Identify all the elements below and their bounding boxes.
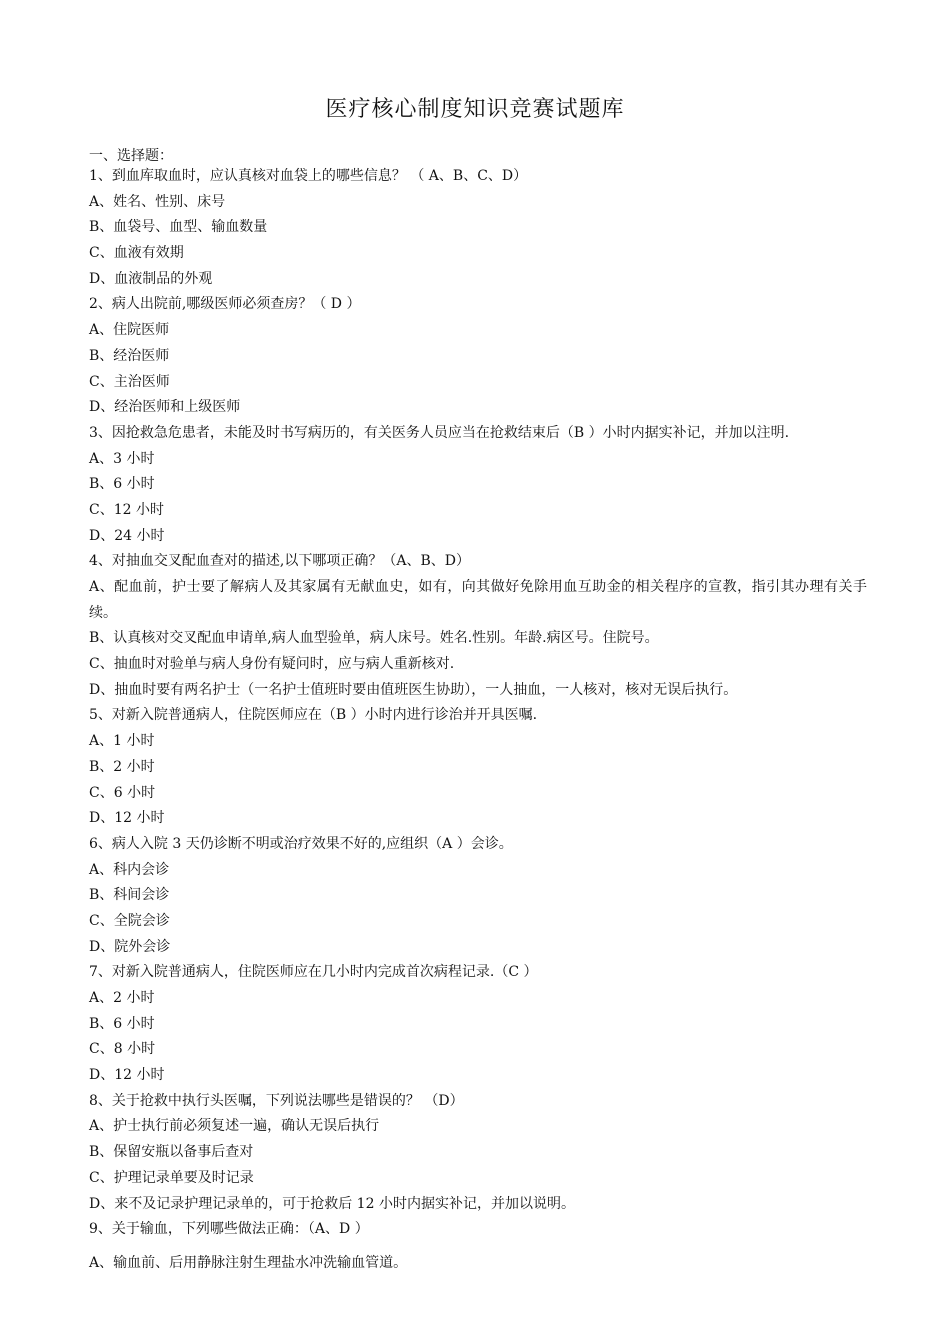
option-line: A、姓名、性别、床号 (89, 193, 226, 210)
question-1: 1、到血库取血时，应认真核对血袋上的哪些信息？ （ A、B、C、D） (89, 168, 528, 184)
option-line: A、护士执行前必须复述一遍，确认无误后执行 (89, 1118, 380, 1135)
section-heading: 一、选择题： (89, 148, 173, 164)
option-line: D、经治医师和上级医师 (89, 399, 241, 416)
option-line: D、来不及记录护理记录单的，可于抢救后 12 小时内据实补记，并加以说明。 (89, 1195, 575, 1212)
option-line: B、科间会诊 (89, 887, 170, 904)
option-line: B、血袋号、血型、输血数量 (89, 219, 268, 236)
option-line: B、6 小时 (89, 1015, 155, 1032)
option-line: B、6 小时 (89, 476, 155, 493)
question-4: 4、对抽血交叉配血查对的描述,以下哪项正确？（A、B、D） (89, 553, 470, 570)
question-5: 5、对新入院普通病人，住院医师应在（B ）小时内进行诊治并开具医嘱. (89, 707, 538, 724)
question-list (89, 164, 867, 1277)
question-8: 8、关于抢救中执行头医嘱，下列说法哪些是错误的？ （D） (89, 1092, 464, 1109)
option-line: D、抽血时要有两名护士（一名护士值班时要由值班医生协助），一人抽血，一人核对，核对无误后执行。 (89, 681, 738, 698)
question-3: 3、因抢救急危患者，未能及时书写病历的，有关医务人员应当在抢救结束后（B ）小时内据实补记，并加以注明. (89, 424, 790, 441)
question-9: 9、关于输血，下列哪些做法正确：（A、D ） (89, 1221, 369, 1238)
option-line: C、护理记录单要及时记录 (89, 1169, 254, 1186)
option-line: C、主治医师 (89, 373, 170, 390)
question-2: 2、病人出院前,哪级医师必须查房？（ D ） (89, 296, 361, 313)
option-line: C、8 小时 (89, 1041, 156, 1058)
option-line: B、保留安瓶以备事后查对 (89, 1144, 254, 1161)
option-line: A、1 小时 (89, 733, 155, 750)
option-line: D、24 小时 (89, 527, 165, 544)
option-line: A、2 小时 (89, 990, 155, 1007)
option-line: D、12 小时 (89, 810, 165, 827)
option-line: C、血液有效期 (89, 245, 184, 262)
option-line: C、6 小时 (89, 784, 156, 801)
option-line: B、认真核对交叉配血申请单,病人血型验单，病人床号。姓名.性别。年龄.病区号。住院号。 (89, 630, 659, 647)
option-line: B、2 小时 (89, 758, 155, 775)
option-line: D、血液制品的外观 (89, 270, 213, 287)
question-6: 6、病人入院 3 天仍诊断不明或治疗效果不好的,应组织（A ）会诊。 (89, 835, 513, 852)
option-line: A、科内会诊 (89, 861, 170, 878)
option-line: D、12 小时 (89, 1067, 165, 1084)
option-line: A、住院医师 (89, 322, 170, 339)
option-line: C、全院会诊 (89, 912, 170, 929)
option-line: C、抽血时对验单与病人身份有疑问时，应与病人重新核对. (89, 656, 455, 673)
option-line: D、院外会诊 (89, 938, 171, 955)
question-7: 7、对新入院普通病人，住院医师应在几小时内完成首次病程记录.（C ） (89, 964, 538, 981)
option-line: A、配血前，护士要了解病人及其家属有无献血史，如有，向其做好免除用血互助金的相关程序的宣教，指引其办理有关手续。 (89, 579, 867, 621)
option-line: A、输血前、后用静脉注射生理盐水冲洗输血管道。 (89, 1254, 408, 1271)
document-title: 医疗核心制度知识竞赛试题库 (325, 97, 625, 122)
option-line: A、3 小时 (89, 450, 155, 467)
option-line: B、经治医师 (89, 347, 170, 364)
option-line: C、12 小时 (89, 501, 164, 518)
